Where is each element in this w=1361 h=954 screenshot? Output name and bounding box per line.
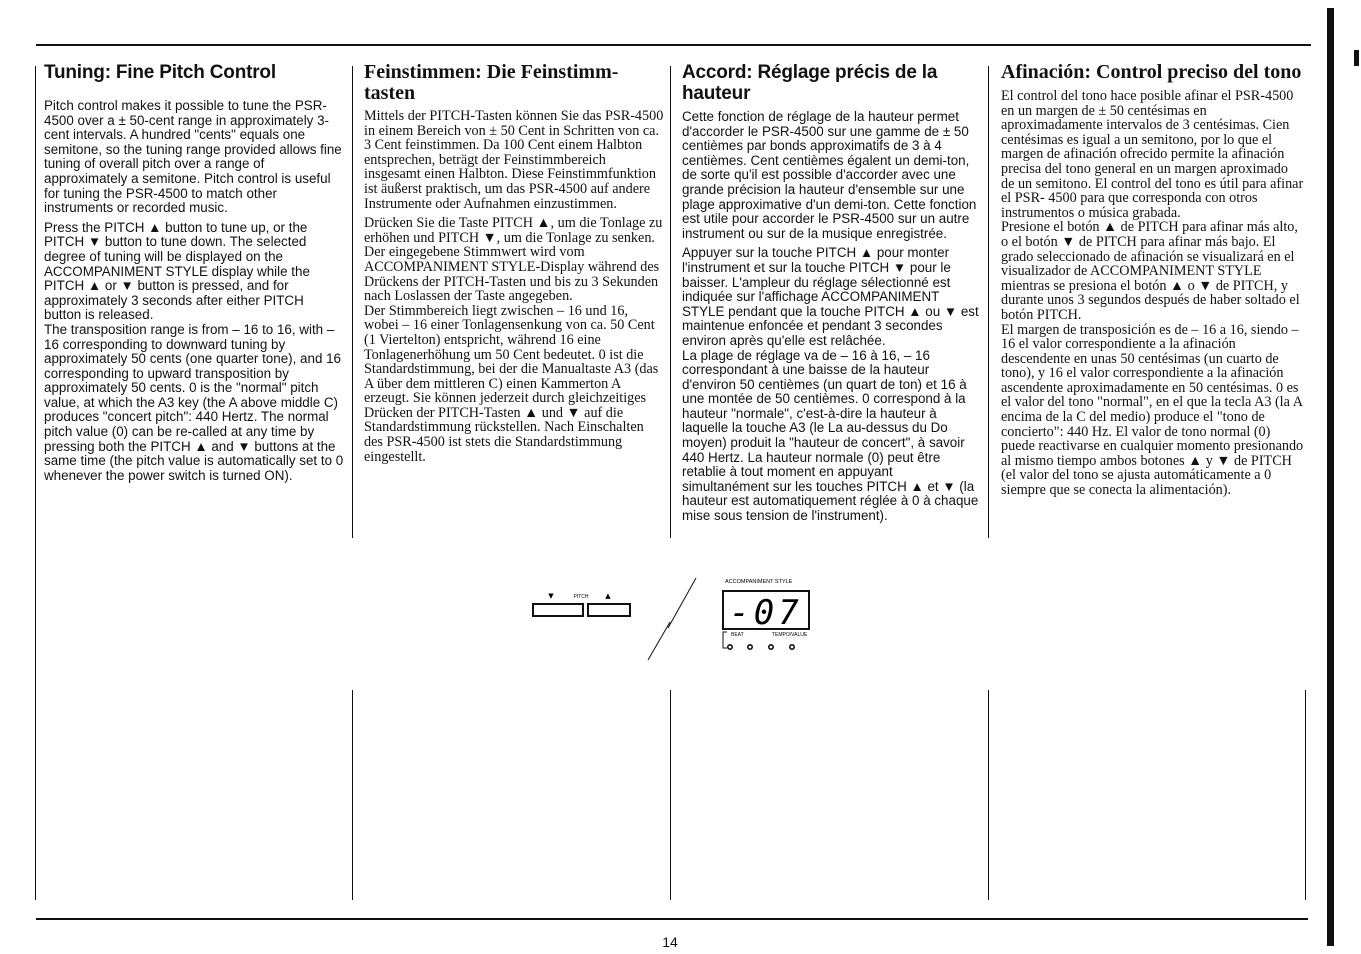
separator-stroke <box>648 622 670 660</box>
paragraph: Drücken Sie die Taste PITCH ▲, um die Tonlage zu erhöhen und PITCH ▼, um die Tonlage zu senken. Der eingegebene Stimmwert wird vom ACCOMPANIMENT STYLE-Display während des Drückens der PITCH-Tasten und bis zu 3 Sekunden nach Loslassen der Taste angegeben. <box>364 215 663 305</box>
column-spanish <box>1001 62 1304 503</box>
paragraph: Cette fonction de réglage de la hauteur permet d'accorder le PSR-4500 sur une gamme de ± 50 centièmes par bonds approximatifs de 3 à 4 centièmes. Cent centièmes égalent un demi-ton, de sorte qu'il est possible d'accorder avec une grande précision la hauteur d'ensemble sur une plage approximative d'un demi-ton. Cette fonction est utile pour accorder le PSR-4500 sur un autre instrument ou sur de la musique enregistrée. <box>682 109 977 241</box>
pitch-down-button[interactable] <box>533 604 583 616</box>
beat-bracket <box>723 632 727 648</box>
column-divider <box>670 690 671 900</box>
paragraph: Appuyer sur la touche PITCH ▲ pour monter l'instrument et sur la touche PITCH ▼ pour le baisser. L'ampleur du réglage sélectionné est indiquée sur l'affichage ACCOMPANIMENT STYLE pendant que la touche PITCH ▲ ou ▼ est maintenue enfoncée et pendant 3 secondes environ après qu'elle est relâchée. <box>682 245 979 348</box>
beat-indicator-light <box>790 645 794 649</box>
paragraph: El margen de transposición es de – 16 a 16, siendo – 16 el valor correspondiente a la afinación descendente en unas 50 centésimas (un cuarto de tono), y 16 el valor correspondiente a la afinación ascendente aproximadamente en 50 centésimas. 0 es el valor del tono "normal", en el que la tecla A3 (la A encima de la C del medio) produce el "tono de concierto": 440 Hz. El valor de tono normal (0) puede reactivarse en cualquier momento presionando al mismo tiempo ambos botones ▲ y ▼ de PITCH (el valor del tono se ajusta automáticamente a 0 siempre que se conecta la alimentación). <box>1001 321 1304 499</box>
pitch-display-illustration <box>520 570 820 670</box>
column-english <box>44 62 344 488</box>
column-divider <box>35 66 36 900</box>
column-german <box>364 62 664 469</box>
paragraph: Mittels der PITCH-Tasten können Sie das PSR-4500 in einem Bereich von ± 50 Cent in Schritten von ca. 3 Cent feinstimmen. Da 100 Cent einem Halbton entsprechen, beträgt der Feinstimmbereich insgesamt einen Halbton. Diese Feinstimmfunktion ist äußerst praktisch, um das PSR-4500 auf andere Instrumente oder Aufnahmen einzustimmen. <box>364 108 664 212</box>
page-number: 14 <box>662 934 678 950</box>
top-rule <box>36 44 1311 46</box>
section-title-spanish: Afinación: Control preciso del tono <box>1001 61 1302 83</box>
column-french <box>682 62 982 529</box>
paragraph: The transposition range is from – 16 to 16, with – 16 corresponding to downward tuning by approximately 50 cents (one quarter tone), and 16 corresponding to upward transposition by approximately 50 cents. 0 is the "normal" pitch value, at which the A3 key (the A above middle C) produces "concert pitch": 440 Hertz. The normal pitch value (0) can be re-called at any time by pressing both the PITCH ▲ and ▼ buttons at the same time (the pitch value is automatically set to 0 whenever the power switch is turned ON). <box>44 321 344 483</box>
section-title-german: Feinstimmen: Die Feinstimm-tasten <box>364 61 619 104</box>
paragraph: El control del tono hace posible afinar el PSR-4500 en un margen de ± 50 centésimas en aproximadamente intervalos de 3 centésimas. Cien centésimas es igual a un semitono, por lo que el margen de afinación ofrecido permite la afinación precisa del tono general en un margen aproximado de un semitono. El control del tono es útil para afinar el PSR- 4500 para que corresponda con otros instrumentos o música grabada. <box>1001 88 1304 221</box>
section-title-french: Accord: Réglage précis de la hauteur <box>682 62 938 104</box>
paragraph: Pitch control makes it possible to tune the PSR-4500 over a ± 50-cent range in approximately 3-cent intervals. A hundred "cents" equals one semitone, so the tuning range provided allows fine tuning of overall pitch over a range of approximately a semitone. Pitch control is useful for tuning the PSR-4500 to match other instruments or recorded music. <box>44 98 342 216</box>
paragraph: La plage de réglage va de – 16 à 16, – 16 correspondant à une baisse de la hauteur d'environ 50 centièmes (un quart de ton) et 16 à une montée de 50 centièmes. 0 correspond à la hauteur "normale", c'est-à-dire la hauteur à laquelle la touche A3 (le La au-dessus du Do moyen) produit la "hauteur de concert", à savoir 440 Hertz. La hauteur normale (0) peut être retablie à tout moment en appuyant simultanément sur les touches PITCH ▲ et ▼ (la hauteur est automatiquement réglée à 0 à chaque mise sous tension de l'instrument). <box>682 347 979 524</box>
pitch-label: PITCH <box>573 594 589 600</box>
column-divider <box>988 690 989 900</box>
column-divider <box>352 66 353 538</box>
pitch-up-arrow: ▲ <box>605 592 611 600</box>
paragraph: Presione el botón ▲ de PITCH para afinar más alto, o el botón ▼ de PITCH para afinar más bajo. El grado seleccionado de afinación se visualizará en el visualizador de ACCOMPANIMENT STYLE mientras se presiona el botón ▲ o ▼ de PITCH, y durante unos 3 segundos después de haber soltado el botón PITCH. <box>1001 219 1300 323</box>
column-divider <box>1305 690 1306 900</box>
beat-label: BEAT <box>731 632 744 638</box>
display-title: ACCOMPANIMENT STYLE <box>725 579 793 585</box>
section-title-english: Tuning: Fine Pitch Control <box>44 62 276 83</box>
separator-stroke <box>668 578 696 628</box>
column-divider <box>988 66 989 538</box>
page-edge-mark <box>1354 50 1359 66</box>
paragraph: Press the PITCH ▲ button to tune up, or the PITCH ▼ button to tune down. The selected degree of tuning will be displayed on the ACCOMPANIMENT STYLE display while the PITCH ▲ or ▼ button is pressed, and for approximately 3 seconds after either PITCH button is released. <box>44 219 310 323</box>
page-edge-bar <box>1327 8 1334 946</box>
pitch-up-button[interactable] <box>588 604 630 616</box>
beat-indicator-light <box>728 645 732 649</box>
column-divider <box>670 66 671 538</box>
column-divider <box>352 690 353 900</box>
pitch-down-arrow: ▼ <box>548 592 554 600</box>
display-value: -07 <box>729 593 803 633</box>
tempo-value-label: TEMPO/VALUE <box>772 632 808 638</box>
beat-indicator-light <box>769 645 773 649</box>
beat-indicator-light <box>748 645 752 649</box>
paragraph: Der Stimmbereich liegt zwischen – 16 und 16, wobei – 16 einer Tonlagensenkung von ca. 50 Cent (1 Viertelton) entspricht, während 16 eine Tonlagenerhöhung um 50 Cent bedeutet. 0 ist die Standardstimmung, bei der die Manualtaste A3 (das A über dem mittleren C) einen Kammerton A erzeugt. Sie können jederzeit durch gleichzeitiges Drücken der PITCH-Tasten ▲ und ▼ auf die Standardstimmung rückstellen. Nach Einschalten des PSR-4500 ist stets die Standardstimmung eingestellt. <box>364 302 659 465</box>
bottom-rule <box>36 918 1308 920</box>
